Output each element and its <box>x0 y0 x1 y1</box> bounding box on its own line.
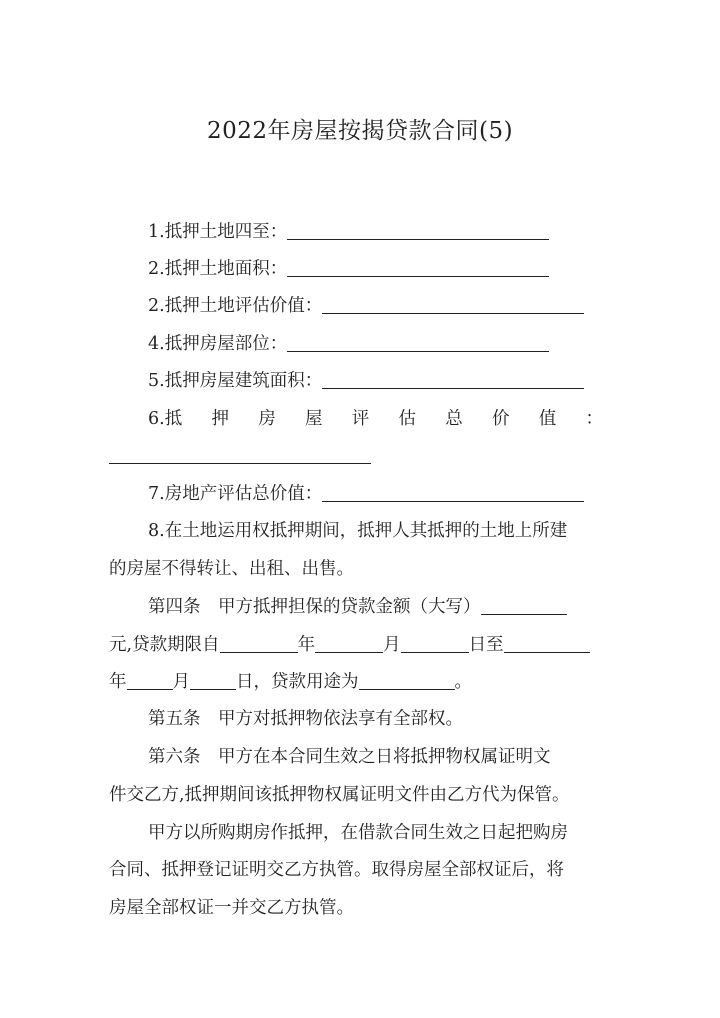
text-run: 日，贷款用途为 <box>236 672 359 692</box>
blank-field[interactable] <box>315 634 383 653</box>
blank-field[interactable] <box>322 295 584 314</box>
spread-char: 估 <box>398 409 416 429</box>
blank-field[interactable] <box>287 258 549 277</box>
text-run: 第四条 甲方抵押担保的贷款金额（大写） <box>148 597 481 617</box>
item-property-total-value <box>148 482 611 506</box>
item-house-floor-area <box>148 369 611 393</box>
spread-char: 总 <box>445 409 463 429</box>
document-title: 2022年房屋按揭贷款合同(5) <box>206 118 514 144</box>
blank-field[interactable] <box>481 596 567 615</box>
article-6-line: 第六条 甲方在本合同生效之日将抵押物权属证明文 <box>148 747 551 767</box>
blank-field[interactable] <box>287 333 549 352</box>
spread-char: 值 <box>538 409 557 429</box>
last-paragraph-line: 合同、抵押登记证明交乙方执管。取得房屋全部权证后，将 <box>109 860 564 880</box>
article-4-line-2 <box>109 633 611 657</box>
last-paragraph-line: 房屋全部权证一并交乙方执管。 <box>109 898 354 918</box>
article-5: 第五条 甲方对抵押物依法享有全部权。 <box>148 709 463 729</box>
article-4-line-3 <box>109 670 611 694</box>
last-paragraph-line: 甲方以所购期房作抵押，在借款合同生效之日起把购房 <box>148 823 568 843</box>
article-6-line: 件交乙方,抵押期间该抵押物权属证明文件由乙方代为保管。 <box>109 785 570 805</box>
blank-field[interactable] <box>287 221 549 240</box>
item-house-location <box>148 332 611 356</box>
paragraph-8-line: 8.在土地运用权抵押期间，抵押人其抵押的土地上所建 <box>148 521 568 541</box>
spread-char: 价 <box>491 409 510 429</box>
blank-field[interactable] <box>190 671 236 690</box>
text-run: 日至 <box>468 635 504 655</box>
blank-field[interactable] <box>401 634 469 653</box>
text-run: 年 <box>109 672 127 692</box>
spread-char: 房 <box>258 409 276 429</box>
item-label: 7.房地产评估总价值： <box>148 484 323 504</box>
article-4-line-1 <box>148 595 611 619</box>
item-land-area <box>148 257 611 281</box>
item-label: 5.抵押房屋建筑面积： <box>148 371 323 391</box>
blank-field[interactable] <box>127 671 173 690</box>
blank-field[interactable] <box>504 634 590 653</box>
item-label: 2.抵押土地面积： <box>148 259 288 279</box>
blank-field[interactable] <box>359 671 455 690</box>
text-run: 年 <box>297 635 316 655</box>
text-run: 元,贷款期限自 <box>109 635 220 655</box>
blank-field[interactable] <box>220 634 298 653</box>
spread-char: ： <box>585 409 603 429</box>
text-run: 月 <box>172 672 190 692</box>
spread-char: 屋 <box>304 409 323 429</box>
item-label: 2.抵押土地评估价值： <box>148 296 323 316</box>
text-run: 月 <box>383 635 401 655</box>
paragraph-8-line: 的房屋不得转让、出租、出售。 <box>109 559 354 579</box>
item-land-boundaries <box>148 220 611 244</box>
blank-field[interactable] <box>109 445 371 464</box>
item-label: 4.抵押房屋部位： <box>148 334 288 354</box>
spread-char: 押 <box>211 409 229 429</box>
item-house-total-value <box>148 407 603 431</box>
item-label: 1.抵押土地四至： <box>148 222 288 242</box>
blank-field[interactable] <box>322 483 584 502</box>
text-run: 。 <box>454 672 472 692</box>
spread-char: 评 <box>351 409 370 429</box>
blank-field[interactable] <box>322 370 584 389</box>
item-house-total-value-blank <box>109 444 611 468</box>
spread-char: 6.抵 <box>148 409 183 429</box>
item-land-value <box>148 294 611 318</box>
